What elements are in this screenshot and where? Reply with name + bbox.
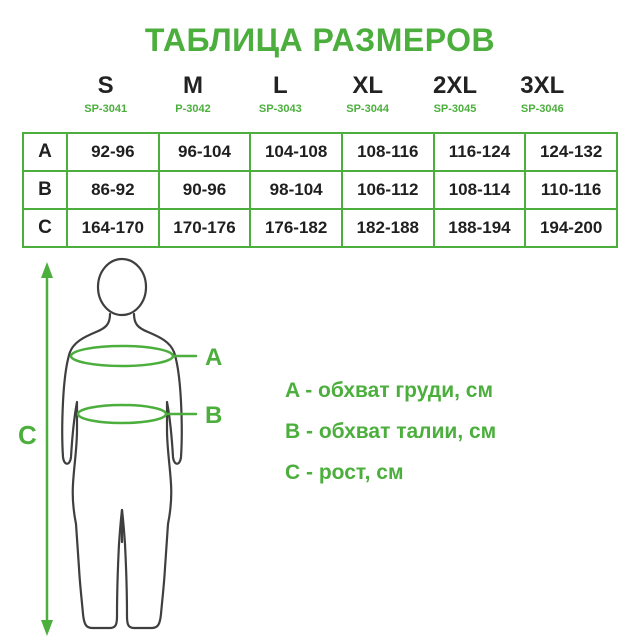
size-name: XL: [352, 72, 383, 99]
table-cell: 92-96: [67, 133, 159, 171]
table-cell: 96-104: [159, 133, 251, 171]
table-cell: 86-92: [67, 171, 159, 209]
table-cell: 176-182: [250, 209, 342, 247]
height-label: C: [18, 420, 37, 450]
size-column-l: [237, 72, 324, 117]
table-cell: 98-104: [250, 171, 342, 209]
waist-label: B: [205, 402, 223, 429]
height-arrow-icon: [41, 262, 53, 636]
size-code: SP-3044: [346, 103, 390, 115]
legend-item-chest: A - обхват груди, см: [285, 379, 494, 402]
page-title: ТАБЛИЦА РАЗМЕРОВ: [144, 22, 496, 58]
table-cell: 124-132: [525, 133, 617, 171]
table-cell: 108-114: [434, 171, 526, 209]
table-cell: 110-116: [525, 171, 617, 209]
size-column-2xl: [411, 72, 498, 117]
waist-measure-line: [78, 405, 196, 423]
row-label: C: [23, 209, 67, 247]
table-cell: 108-116: [342, 133, 434, 171]
measurements-table: [22, 132, 618, 248]
size-code: SP-3041: [84, 103, 128, 115]
size-name: M: [182, 72, 203, 99]
legend-item-waist: B - обхват талии, см: [285, 420, 497, 443]
size-name: 3XL: [520, 72, 565, 99]
table-cell: 104-108: [250, 133, 342, 171]
table-cell: 194-200: [525, 209, 617, 247]
size-name: S: [97, 72, 114, 99]
size-name: 2XL: [432, 72, 477, 99]
table-row: [23, 209, 617, 247]
size-column-s: [62, 72, 149, 117]
row-label: A: [23, 133, 67, 171]
legend-item-height: C - рост, см: [285, 461, 404, 484]
table-cell: 170-176: [159, 209, 251, 247]
chest-label: A: [205, 344, 223, 371]
size-name: L: [272, 72, 288, 99]
row-label: B: [23, 171, 67, 209]
size-code: P-3042: [175, 103, 211, 115]
table-cell: 90-96: [159, 171, 251, 209]
size-code: SP-3045: [433, 103, 477, 115]
table-row: [23, 133, 617, 171]
size-code: SP-3046: [520, 103, 564, 115]
legend: [285, 370, 625, 493]
table-cell: 188-194: [434, 209, 526, 247]
table-cell: 164-170: [67, 209, 159, 247]
table-row: [23, 171, 617, 209]
size-header-row: [62, 72, 586, 117]
size-column-m: [149, 72, 236, 117]
table-cell: 116-124: [434, 133, 526, 171]
table-cell: 106-112: [342, 171, 434, 209]
size-column-3xl: [499, 72, 586, 117]
size-column-xl: [324, 72, 411, 117]
table-cell: 182-188: [342, 209, 434, 247]
size-code: SP-3043: [258, 103, 302, 115]
body-outline: [62, 259, 182, 628]
